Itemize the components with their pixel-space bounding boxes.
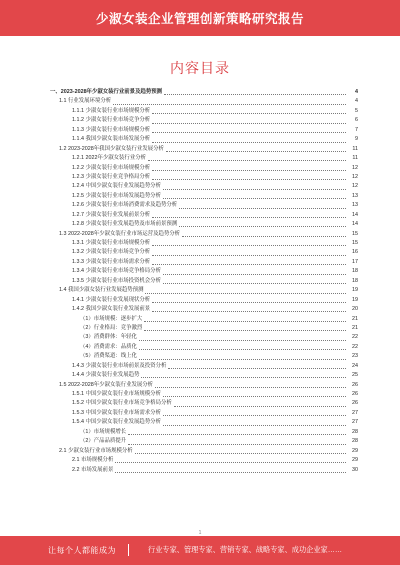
toc-leader-dots bbox=[152, 109, 346, 114]
toc-entry[interactable] bbox=[50, 362, 358, 371]
toc-leader-dots bbox=[179, 222, 346, 227]
toc-entry-page: 7 bbox=[355, 126, 358, 133]
toc-entry-text: 1.2.5 少淑女装行业市场发展趋势分析 bbox=[72, 192, 161, 199]
toc-entry-text: 1.5.1 中国少淑女装行业市场规模分析 bbox=[72, 391, 161, 397]
toc-leader-dots bbox=[115, 458, 346, 463]
toc-leader-dots bbox=[152, 307, 346, 312]
toc-entry-text: 1.5.4 中国少淑女装行业发展趋势分析 bbox=[72, 419, 161, 426]
toc-entry-page: 14 bbox=[352, 221, 358, 228]
toc-entry[interactable] bbox=[50, 211, 358, 220]
toc-entry-text: 1.2 2023-2028年我国少淑女装行业发展分析 bbox=[59, 145, 164, 152]
toc-entry-page: 22 bbox=[352, 343, 358, 350]
toc-entry-page: 22 bbox=[352, 334, 358, 341]
toc-leader-dots bbox=[168, 364, 346, 369]
toc-entry-page: 23 bbox=[352, 353, 358, 360]
footer-divider bbox=[128, 544, 129, 556]
report-header bbox=[0, 0, 400, 36]
toc-leader-dots bbox=[152, 260, 346, 265]
toc-entry-text: 2.1 市场规模分析 bbox=[72, 457, 114, 464]
toc-leader-dots bbox=[148, 156, 346, 161]
toc-entry-text: 1.4 我国少淑女装行业发展趋势预测 bbox=[59, 287, 144, 294]
toc-entry-page: 19 bbox=[352, 296, 358, 303]
toc-entry-text: 一、2023-2028年少淑女装行业前景及趋势预测 bbox=[50, 89, 163, 95]
toc-entry-text: 1.5.2 中国少淑女装行业市场竞争格局分析 bbox=[72, 400, 172, 407]
toc-entry-page: 11 bbox=[352, 155, 358, 162]
toc-leader-dots bbox=[152, 241, 346, 246]
toc-entry[interactable] bbox=[50, 428, 358, 437]
toc-leader-dots bbox=[152, 213, 346, 218]
toc-entry-text: 1.4.2 我国少淑女装行业发展前景 bbox=[72, 306, 151, 313]
toc-entry-text: （4）消费需求：品质化 bbox=[80, 343, 137, 350]
toc-entry[interactable] bbox=[50, 164, 358, 173]
toc-leader-dots bbox=[152, 128, 346, 133]
toc-leader-dots bbox=[144, 326, 346, 331]
toc-leader-dots bbox=[152, 298, 346, 303]
toc-leader-dots bbox=[152, 118, 346, 123]
toc-entry[interactable] bbox=[50, 352, 358, 361]
toc-entry-page: 25 bbox=[352, 372, 358, 379]
toc-leader-dots bbox=[152, 166, 346, 171]
toc-entry-page: 14 bbox=[352, 211, 358, 218]
toc-entry-text: 1.3.2 少淑女装行业市场竞争分析 bbox=[72, 249, 151, 256]
toc-leader-dots bbox=[145, 288, 346, 293]
toc-entry-page: 26 bbox=[352, 381, 358, 388]
toc-leader-dots bbox=[179, 203, 346, 208]
toc-entry-page: 15 bbox=[352, 230, 358, 237]
toc-leader-dots bbox=[128, 430, 346, 435]
toc-leader-dots bbox=[144, 317, 346, 322]
toc-entry[interactable] bbox=[50, 305, 358, 314]
toc-entry[interactable] bbox=[50, 258, 358, 267]
toc-entry[interactable] bbox=[50, 230, 358, 239]
toc-entry-text: 1.2.4 中国少淑女装行业发展趋势分析 bbox=[72, 183, 161, 190]
toc-entry[interactable] bbox=[50, 296, 358, 305]
toc-entry-text: （2）产品品质提升 bbox=[80, 438, 127, 445]
toc-leader-dots bbox=[163, 279, 346, 284]
toc-entry-text: 1.3.3 少淑女装行业市场需求分析 bbox=[72, 258, 151, 265]
toc-entry-text: 1.1.1 少淑女装行业市场规模分析 bbox=[72, 107, 151, 114]
toc-entry[interactable] bbox=[50, 201, 358, 210]
toc-entry-page: 28 bbox=[352, 438, 358, 445]
toc-entry-page: 9 bbox=[355, 136, 358, 143]
toc-title: 内容目录 bbox=[170, 60, 230, 76]
toc-entry-page: 27 bbox=[352, 409, 358, 416]
toc-entry-text: 1.4.1 少淑女装行业发展现状分析 bbox=[72, 296, 151, 303]
report-footer bbox=[0, 536, 400, 565]
toc-entry[interactable] bbox=[50, 220, 358, 229]
toc-leader-dots bbox=[152, 251, 346, 256]
toc-entry[interactable] bbox=[50, 116, 358, 125]
toc-entry[interactable] bbox=[50, 192, 358, 201]
toc-entry-text: 1.3.1 少淑女装行业市场规模分析 bbox=[72, 240, 151, 246]
toc-entry[interactable] bbox=[50, 135, 358, 144]
toc-entry-page: 21 bbox=[352, 324, 358, 331]
toc-entry-text: 1.1.3 少淑女装行业市场规模分析 bbox=[72, 126, 151, 133]
toc-leader-dots bbox=[163, 185, 346, 190]
toc-entry-text: （3）消费群体：年轻化 bbox=[80, 334, 137, 341]
toc-entry-page: 19 bbox=[352, 287, 358, 294]
toc-entry-page: 4 bbox=[355, 89, 358, 95]
toc-entry[interactable] bbox=[50, 324, 358, 333]
toc-entry-page: 28 bbox=[352, 428, 358, 435]
toc-entry-page: 30 bbox=[352, 466, 358, 473]
toc-entry-text: 1.4.4 少淑女装行业发展趋势 bbox=[72, 372, 140, 379]
toc-leader-dots bbox=[163, 392, 346, 397]
toc-entry-text: 1.3.5 少淑女装行业市场投资机会分析 bbox=[72, 277, 161, 284]
toc-entry[interactable] bbox=[50, 182, 358, 191]
toc-leader-dots bbox=[141, 373, 346, 378]
toc-leader-dots bbox=[152, 175, 346, 180]
toc-leader-dots bbox=[135, 449, 346, 454]
toc-leader-dots bbox=[139, 345, 346, 350]
toc-entry-page: 17 bbox=[352, 258, 358, 265]
toc-entry-page: 6 bbox=[355, 117, 358, 124]
toc-entry-page: 18 bbox=[352, 268, 358, 275]
toc-entry[interactable] bbox=[50, 381, 358, 390]
toc-entry-text: 1.2.3 少淑女装行业竞争格局分析 bbox=[72, 173, 151, 180]
toc-entry-text: 1.5.3 中国少淑女装行业市场需求分析 bbox=[72, 409, 161, 416]
toc-entry-text: 1.1 行业发展环境分析 bbox=[59, 98, 112, 105]
toc-entry[interactable] bbox=[50, 466, 358, 475]
toc-entry-page: 29 bbox=[352, 457, 358, 464]
toc-leader-dots bbox=[166, 147, 346, 152]
toc-entry-page: 4 bbox=[355, 98, 358, 105]
toc-entry[interactable] bbox=[50, 286, 358, 295]
toc-entry-text: 1.4.3 少淑女装行业市场前景及投资分析 bbox=[72, 362, 167, 369]
toc-entry-text: （5）消费渠道：线上化 bbox=[80, 353, 137, 360]
toc-entry-page: 13 bbox=[352, 202, 358, 209]
toc-leader-dots bbox=[155, 383, 346, 388]
toc-entry-text: 1.2.2 少淑女装行业市场规模分析 bbox=[72, 164, 151, 171]
toc-entry-page: 12 bbox=[352, 164, 358, 171]
toc-entry-page: 26 bbox=[352, 391, 358, 397]
toc-entry-page: 15 bbox=[352, 240, 358, 246]
toc-entry[interactable] bbox=[50, 239, 358, 248]
toc-entry-page: 24 bbox=[352, 362, 358, 369]
toc-entry[interactable] bbox=[50, 371, 358, 380]
toc-entry[interactable] bbox=[50, 154, 358, 163]
toc-entry-text: （1）市场规模增长 bbox=[80, 428, 127, 435]
toc-entry[interactable] bbox=[50, 315, 358, 324]
toc-entry-page: 21 bbox=[352, 315, 358, 322]
toc-entry[interactable] bbox=[50, 97, 358, 106]
report-title: 少淑女装企业管理创新策略研究报告 bbox=[95, 12, 304, 26]
toc-entry-page: 12 bbox=[352, 183, 358, 190]
toc-entry-text: 2.1 少淑女装行业市场规模分析 bbox=[59, 447, 133, 454]
toc-entry-text: 2.2 市场发展前景 bbox=[72, 466, 114, 473]
toc-leader-dots bbox=[163, 269, 346, 274]
footer-roles: 行业专家、管理专家、营销专家、战略专家、成功企业家…… bbox=[148, 545, 343, 554]
toc-entry-text: 1.2.6 少淑女装行业市场消费需求及趋势分析 bbox=[72, 202, 178, 209]
toc-entry-text: 1.1.2 少淑女装行业市场竞争分析 bbox=[72, 117, 151, 124]
toc-entry[interactable] bbox=[50, 333, 358, 342]
toc-entry-page: 26 bbox=[352, 400, 358, 407]
toc-leader-dots bbox=[128, 439, 346, 444]
toc-entry-text: （1）市场规模：逐步扩大 bbox=[80, 315, 143, 322]
toc-leader-dots bbox=[152, 137, 346, 142]
toc-leader-dots bbox=[139, 336, 346, 341]
toc-leader-dots bbox=[139, 354, 346, 359]
toc-leader-dots bbox=[182, 232, 346, 237]
toc-entry-text: 1.2.1 2022年少淑女装行业分析 bbox=[72, 155, 146, 162]
toc-entry[interactable] bbox=[50, 399, 358, 408]
toc-entry-page: 11 bbox=[352, 145, 358, 152]
toc-leader-dots bbox=[163, 411, 346, 416]
toc-entry-page: 5 bbox=[355, 107, 358, 114]
toc-entry[interactable] bbox=[50, 107, 358, 116]
footer-slogan: 让每个人都能成为 bbox=[48, 546, 116, 555]
toc-entry-text: 1.1.4 我国少淑女装市场发展分析 bbox=[72, 136, 151, 143]
toc-entry[interactable] bbox=[50, 447, 358, 456]
toc-leader-dots bbox=[163, 194, 346, 199]
toc-entry[interactable] bbox=[50, 456, 358, 465]
toc-leader-dots bbox=[113, 100, 346, 105]
toc-leader-dots bbox=[174, 402, 346, 407]
toc-entry[interactable] bbox=[50, 277, 358, 286]
toc-entry-text: 1.5 2022-2028年少淑女装行业发展分析 bbox=[59, 381, 154, 388]
toc-entry-text: 1.2.7 少淑女装行业发展前景分析 bbox=[72, 211, 151, 218]
page-number: 1 bbox=[198, 530, 202, 536]
toc-entry-page: 18 bbox=[352, 277, 358, 284]
toc-leader-dots bbox=[115, 468, 346, 473]
toc-entry[interactable] bbox=[50, 409, 358, 418]
table-of-contents bbox=[50, 88, 358, 475]
toc-entry-page: 20 bbox=[352, 306, 358, 313]
toc-entry[interactable] bbox=[50, 248, 358, 257]
toc-entry[interactable] bbox=[50, 437, 358, 446]
toc-entry-page: 12 bbox=[352, 173, 358, 180]
toc-entry-text: 1.3 2022-2028年少淑女装行业市场运营及趋势分析 bbox=[59, 230, 181, 237]
toc-entry-page: 13 bbox=[352, 192, 358, 199]
toc-leader-dots bbox=[163, 420, 346, 425]
toc-entry[interactable] bbox=[50, 145, 358, 154]
toc-leader-dots bbox=[164, 90, 346, 95]
toc-entry-text: 1.3.4 少淑女装行业市场竞争格局分析 bbox=[72, 268, 161, 275]
toc-entry[interactable] bbox=[50, 343, 358, 352]
toc-entry[interactable] bbox=[50, 390, 358, 399]
toc-entry[interactable] bbox=[50, 267, 358, 276]
toc-entry-text: 1.2.8 少淑女装行业发展趋势及市场前景预测 bbox=[72, 221, 178, 228]
toc-entry[interactable] bbox=[50, 173, 358, 182]
toc-entry[interactable] bbox=[50, 88, 358, 97]
toc-entry-text: （2）行业格局：竞争激烈 bbox=[80, 324, 143, 331]
toc-entry[interactable] bbox=[50, 418, 358, 427]
toc-entry-page: 27 bbox=[352, 419, 358, 426]
toc-entry-page: 29 bbox=[352, 447, 358, 454]
toc-entry[interactable] bbox=[50, 126, 358, 135]
toc-entry-page: 16 bbox=[352, 249, 358, 256]
